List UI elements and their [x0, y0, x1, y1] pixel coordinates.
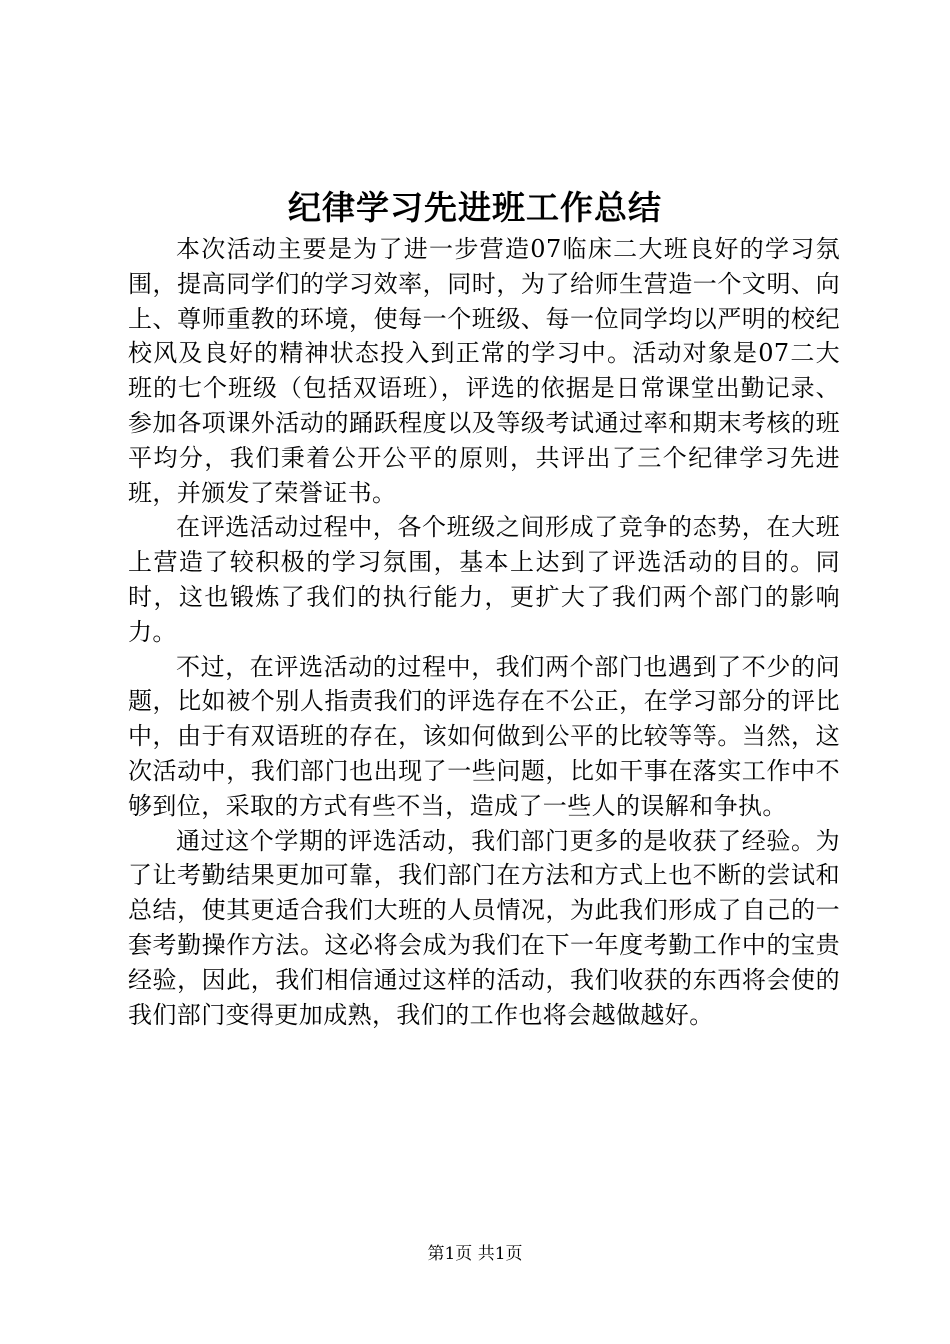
paragraph-3: 不过，在评选活动的过程中，我们两个部门也遇到了不少的问题，比如被个别人指责我们的评选存在不公正，在学习部分的评比中，由于有双语班的存在，该如何做到公平的比较等等。当然，这次活动中，我们部门也出现了一些问题，比如干事在落实工作中不够到位，采取的方式有些不当，造成了一些人的误解和争执。 [128, 652, 840, 820]
document-body [128, 232, 840, 1032]
page-number-footer: 第1页 共1页 [427, 1244, 523, 1264]
paragraph-1: 本次活动主要是为了进一步营造07临床二大班良好的学习氛围，提高同学们的学习效率，同时，为了给师生营造一个文明、向上、尊师重教的环境，使每一个班级、每一位同学均以严明的校纪校风及良好的精神状态投入到正常的学习中。活动对象是07二大班的七个班级（包括双语班），评选的依据是日常课堂出勤记录、参加各项课外活动的踊跃程度以及等级考试通过率和期末考核的班平均分，我们秉着公开公平的原则，共评出了三个纪律学习先进班，并颁发了荣誉证书。 [128, 235, 840, 507]
paragraph-2: 在评选活动过程中，各个班级之间形成了竞争的态势，在大班上营造了较积极的学习氛围，基本上达到了评选活动的目的。同时，这也锻炼了我们的执行能力，更扩大了我们两个部门的影响力。 [128, 513, 840, 646]
paragraph-4: 通过这个学期的评选活动，我们部门更多的是收获了经验。为了让考勤结果更加可靠，我们部门在方法和方式上也不断的尝试和总结，使其更适合我们大班的人员情况，为此我们形成了自己的一套考勤操作方法。这必将会成为我们在下一年度考勤工作中的宝贵经验，因此，我们相信通过这样的活动，我们收获的东西将会使的我们部门变得更加成熟，我们的工作也将会越做越好。 [128, 826, 840, 1029]
document-title: 纪律学习先进班工作总结 [288, 188, 662, 227]
